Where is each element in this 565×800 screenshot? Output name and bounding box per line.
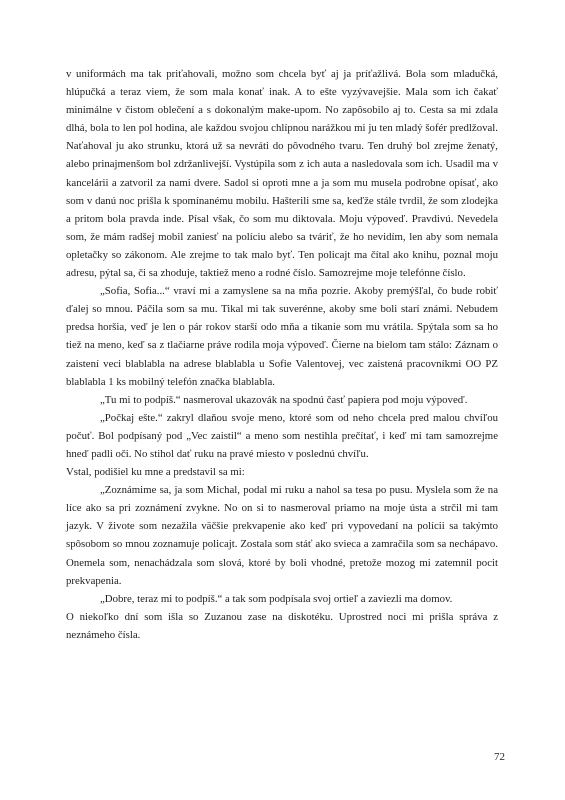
paragraph-continued: v uniformách ma tak priťahovali, možno som chcela byť aj ja príťažlivá. Bola som mladučká, hlúpučká a teraz viem, že som mala konať inak. A to ešte vyzývavejšie. Mala som ich čakať minimálne v čistom oblečení a s dokonalým make-upom. No zapôsobilo aj to. Cesta sa mi zdala dlhá, bola to len pol hodina, ale každou svojou chlípnou narážkou mi ju ten mladý šofér predlžoval. Naťahoval ju ako strunku, ktorá už sa nevráti do pôvodného tvaru. Ten druhý bol zrejme ženatý, alebo prinajmenšom bol zdržanlivejší. Vystúpila som z ich auta a nasledovala som ich. Usadil ma v kancelárii a zatvoril za nami dvere. Sadol si oproti mne a ja som mu musela podrobne opísať, ako som v danú noc prišla k spomínanému mobilu. Hašterili sme sa, keďže stále tvrdil, že som zlodejka a pritom bola pravda inde. Písal však, čo som mu diktovala. Moju výpoveď. Pravdivú. Nevedela som, že mám radšej mobil zaniesť na políciu alebo sa tváriť, že ho nevidím, len aby som nemala opletačky so zákonom. Ale zrejme to tak malo byť. Ten policajt ma čítal ako knihu, poznal moju adresu, pýtal sa, či sa zhoduje, taktiež meno a rodné číslo. Samozrejme moje telefónne číslo.	[66, 68, 498, 280]
paragraph-stood-up: Vstal, podišiel ku mne a predstavil sa mi:	[66, 466, 245, 479]
paragraph-dialogue-sofia: „Sofia, Sofia...“ vraví mi a zamyslene sa na mňa pozrie. Akoby premýšľal, čo bude robiť ďalej so mnou. Páčila som sa mu. Tikal mi tak suverénne, akoby sme boli starí známi. Nebudem predsa horšia, veď je len o pár rokov starší odo mňa a tikanie som mu vrátila. Spýtala som sa ho tiež na meno, keď sa z tlačiarne práve rodila moja výpoveď. Čierne na bielom tam stálo: Záznam o zaistení veci blablabla na adrese blablabla u Sofie Valentovej, vec zaistená pracovníkmi OO PZ blablabla 1 ks mobilný telefón značka blablabla.	[66, 285, 498, 388]
paragraph-signed: „Dobre, teraz mi to podpíš.“ a tak som podpísala svoj ortieľ a zaviezli ma domov.	[100, 592, 453, 605]
paragraph-introduction: „Zoznámime sa, ja som Michal, podal mi ruku a nahol sa tesa po pusu. Myslela som že na líce ako sa pri zoznámení zvykne. No on si to nasmeroval priamo na moje ústa a strčil mi tam jazyk. V živote som nezažila väčšie prekvapenie ako keď pri vypovedaní na polícii sa takýmto spôsobom so mnou zoznamuje policajt. Zostala som stáť ako svieca a zamračila som sa nechápavo. Onemela som, nenachádzala som slová, ktoré by boli vhodné, pretože mozog mi zatemnil pocit prekvapenia.	[66, 484, 498, 587]
page-number: 72	[494, 751, 505, 763]
paragraph-sign-here: „Tu mi to podpíš.“ nasmeroval ukazovák na spodnú časť papiera pod moju výpoveď.	[100, 393, 468, 406]
paragraph-few-days-later: O niekoľko dní som išla so Zuzanou zase na diskotéku. Uprostred noci mi prišla správa z neznámeho čísla.	[66, 610, 498, 641]
body-text	[66, 65, 498, 644]
paragraph-wait: „Počkaj ešte.“ zakryl dlaňou svoje meno, ktoré som od neho chcela pred malou chvíľou počuť. Bol podpísaný pod „Vec zaistil“ a meno som nestihla prečítať, i keď mi tam samozrejme hneď padli oči. No stihol dať ruku na pravé miesto v poslednú chvíľu.	[66, 411, 498, 460]
